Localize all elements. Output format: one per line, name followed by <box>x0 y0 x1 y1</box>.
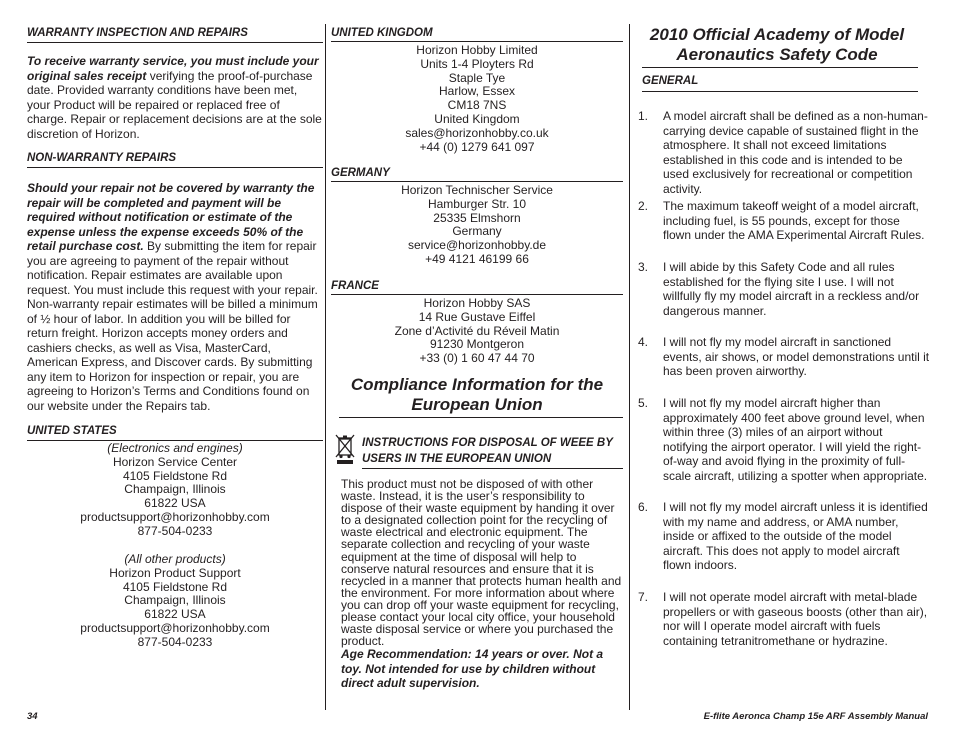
list-number: 1. <box>638 109 649 123</box>
germany-address <box>331 184 623 267</box>
list-number: 5. <box>638 396 649 410</box>
weee-heading-line: USERS IN THE EUROPEAN UNION <box>362 452 552 465</box>
title-line: Compliance Information for the <box>350 375 604 394</box>
warranty-paragraph <box>27 54 323 141</box>
non-warranty-heading: NON-WARRANTY REPAIRS <box>27 152 177 164</box>
france-address <box>331 297 623 366</box>
address-line: 4105 Fieldstone Rd <box>122 579 228 594</box>
us-address-electronics <box>27 442 323 539</box>
address-email: productsupport@horizonhobby.com <box>80 620 270 635</box>
weee-paragraph: This product must not be disposed of with other waste. Instead, it is the user’s responsibility to dispose of their waste equipment by handing it over to a designated collection point for the recycling of waste electrical and electronic equipment. The separate collection and recycling of your waste equipment at the time of disposal will help to conserve natural resources and ensure that it is recycled in a manner that protects human health and the environment. For more information about where you can drop off your waste equipment for recycling, please contact your local city office, your household waste disposal service or where you purchased the product. <box>341 477 622 649</box>
address-line: 4105 Fieldstone Rd <box>122 468 228 483</box>
section-rule <box>362 468 623 469</box>
address-line: Horizon Hobby Limited <box>416 43 538 57</box>
list-text: I will abide by this Safety Code and all rules established for the flying site I use. I will not willfully fly my model aircraft in a reckless and/or dangerous manner. <box>663 260 920 318</box>
address-phone: +49 4121 46199 66 <box>425 251 529 266</box>
section-rule <box>331 294 623 295</box>
age-recommendation: Age Recommendation: 14 years or over. Not a toy. Not intended for use by children without direct adult supervision. <box>341 647 604 690</box>
address-line: Zone d’Activité du Réveil Matin <box>394 323 560 338</box>
list-number: 4. <box>638 335 649 349</box>
list-text: I will not fly my model aircraft unless it is identified with my name and address, or AMA number, inside or affixed to the outside of the model aircraft. This does not apply to model aircraft flown indoors. <box>663 500 928 572</box>
uk-address <box>331 44 623 154</box>
address-line: 61822 USA <box>144 607 206 622</box>
section-rule <box>339 417 623 418</box>
list-number: 6. <box>638 500 649 514</box>
compliance-title <box>331 375 623 415</box>
page-number: 34 <box>27 711 38 722</box>
address-line: 61822 USA <box>144 496 206 511</box>
list-text: I will not fly my model aircraft higher than approximately 400 feet above ground level, when within three (3) miles of an airport without notifying the airport operator. I will yield the right-of-way and avoid flying in the proximity of full-scale aircraft, utilizing a spotter when appropriate. <box>663 396 928 483</box>
address-line: Harlow, Essex <box>438 84 516 99</box>
address-line: Staple Tye <box>448 70 506 85</box>
address-phone: 877-504-0233 <box>137 523 213 538</box>
address-line: (All other products) <box>124 552 226 566</box>
list-text: I will not fly my model aircraft in sanctioned events, air shows, or model demonstrations until it has been proven airworthy. <box>663 335 930 378</box>
address-line: Horizon Hobby SAS <box>423 296 531 310</box>
address-line: 25335 Elmshorn <box>433 210 521 225</box>
address-line: Champaign, Illinois <box>124 593 226 608</box>
list-text: I will not operate model aircraft with metal-blade propellers or with gaseous boosts (other than air), nor will I operate model aircraft with fuels containing tetranitromethane or hydrazine. <box>663 590 928 648</box>
address-line: (Electronics and engines) <box>107 441 243 455</box>
address-email: sales@horizonhobby.co.uk <box>405 125 549 140</box>
address-line: United Kingdom <box>434 111 520 126</box>
non-warranty-bold-intro: Should your repair not be covered by warranty the repair will be completed and payment will be required without notification or estimate of the expense unless the expense exceeds 50% of the retail purchase cost. <box>27 181 315 253</box>
title-line: 2010 Official Academy of Model <box>649 25 905 44</box>
title-line: European Union <box>411 395 543 414</box>
weee-heading-line: INSTRUCTIONS FOR DISPOSAL OF WEEE BY <box>362 437 613 449</box>
address-line: Hamburger Str. 10 <box>427 196 527 211</box>
section-rule <box>331 181 623 182</box>
manual-title: E-flite Aeronca Champ 15e ARF Assembly Manual <box>703 711 928 722</box>
address-phone: +44 (0) 1279 641 097 <box>419 139 535 154</box>
non-warranty-body: By submitting the item for repair you are agreeing to payment of the repair without notification. Repair estimates are available upon request. You must include this request with your repair. Non-warranty repair estimates will be billed a minimum of ½ hour of labor. In addition you will be billed for return freight. Horizon accepts money orders and cashiers checks, as well as Visa, MasterCard, American Express, and Discover cards. By submitting any item to Horizon for inspection or repair, you are agreeing to Horizon’s Terms and Conditions found on our website under the Repairs tab. <box>27 239 318 413</box>
us-heading: UNITED STATES <box>27 425 117 437</box>
non-warranty-paragraph <box>27 181 323 413</box>
list-number: 3. <box>638 260 649 274</box>
warranty-body: verifying the proof-of-purchase date. Provided warranty conditions have been met, your Product will be repaired or replaced free of charge. Repair or replacement decisions are at the sole discretion of Horizon. <box>27 68 322 141</box>
column-divider-right <box>629 24 630 710</box>
address-line: Units 1-4 Ployters Rd <box>420 56 534 71</box>
warranty-heading: WARRANTY INSPECTION AND REPAIRS <box>27 27 248 39</box>
weee-heading <box>362 436 613 467</box>
section-rule <box>642 91 918 92</box>
address-line: 14 Rue Gustave Eiffel <box>418 309 536 324</box>
title-line: Aeronautics Safety Code <box>676 45 878 64</box>
list-text: The maximum takeoff weight of a model aircraft, including fuel, is 55 pounds, except for those flown under the AMA Experimental Aircraft Rules. <box>663 199 925 242</box>
address-line: Horizon Service Center <box>112 454 238 469</box>
general-heading: GENERAL <box>642 75 699 87</box>
germany-heading: GERMANY <box>331 167 390 179</box>
address-line: Horizon Technischer Service <box>401 183 553 197</box>
address-line: 91230 Montgeron <box>429 337 525 352</box>
address-phone: 877-504-0233 <box>137 634 213 649</box>
column-divider-left <box>325 24 326 710</box>
address-line: Germany <box>452 224 502 239</box>
list-number: 2. <box>638 199 649 213</box>
address-line: Champaign, Illinois <box>124 482 226 497</box>
france-heading: FRANCE <box>331 280 379 292</box>
address-phone: +33 (0) 1 60 47 44 70 <box>419 351 535 366</box>
address-line: Horizon Product Support <box>109 565 241 580</box>
address-line: CM18 7NS <box>447 98 507 113</box>
us-address-other <box>27 553 323 650</box>
section-rule <box>331 41 623 42</box>
safety-code-title <box>638 25 916 65</box>
uk-heading: UNITED KINGDOM <box>331 27 433 39</box>
address-email: service@horizonhobby.de <box>407 238 547 253</box>
address-email: productsupport@horizonhobby.com <box>80 509 270 524</box>
section-rule <box>27 167 323 168</box>
warranty-bold-intro: To receive warranty service, you must include your original sales receipt <box>27 54 319 83</box>
crossed-out-wheelie-bin-icon <box>335 433 355 465</box>
section-rule <box>642 67 918 68</box>
list-text: A model aircraft shall be defined as a non-human-carrying device capable of sustained flight in the atmosphere. It shall not exceed limitations established in this code and is intended to be used exclusively for recreational or competition activity. <box>663 109 928 196</box>
list-number: 7. <box>638 590 649 604</box>
section-rule <box>27 42 323 43</box>
